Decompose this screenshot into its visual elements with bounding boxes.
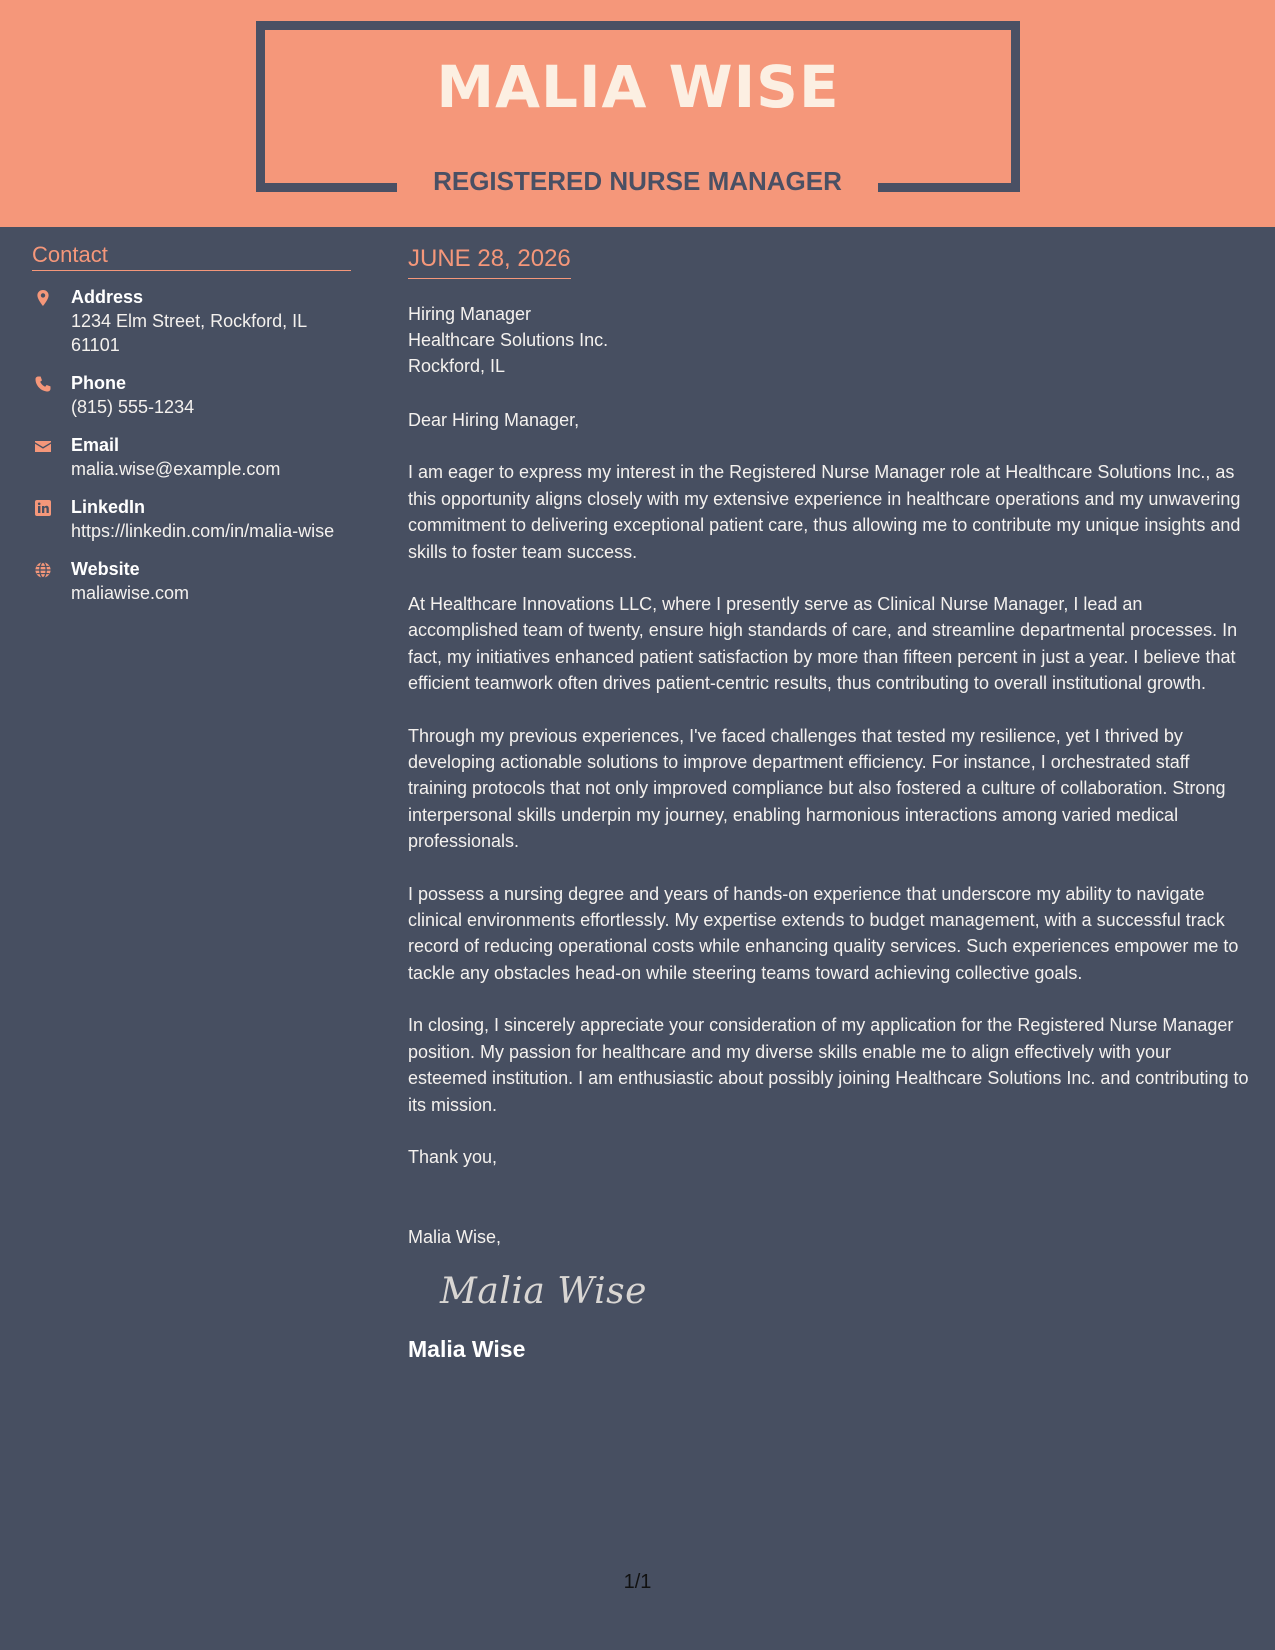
contact-label-email: Email	[71, 435, 120, 456]
header-frame-right	[1011, 21, 1020, 192]
recipient-location: Rockford, IL	[408, 356, 506, 377]
salutation: Dear Hiring Manager,	[408, 410, 580, 431]
recipient-block	[408, 301, 1253, 379]
linkedin-icon	[34, 499, 52, 517]
contact-value-email[interactable]: malia.wise@example.com	[71, 459, 281, 480]
contact-sidebar	[32, 243, 351, 619]
handwritten-signature: Malia Wise	[440, 1270, 647, 1312]
phone-icon	[34, 375, 52, 393]
map-pin-icon	[34, 289, 52, 307]
contact-linkedin	[32, 495, 351, 543]
contact-phone	[32, 371, 351, 419]
paragraph: At Healthcare Innovations LLC, where I presently serve as Clinical Nurse Manager, I lead an accomplished team of twenty, ensure high standards of care, and streamline departmental processes. In fact, my initiatives enhanced patient satisfaction by more than fifteen percent in just a year. I believe that efficient teamwork often drives patient-centric results, thus contributing to overall institutional growth.	[408, 594, 1238, 694]
header-frame-left	[256, 21, 265, 192]
contact-label-phone: Phone	[71, 373, 127, 394]
letter-body	[408, 246, 1253, 1361]
globe-icon	[34, 561, 52, 579]
header-frame-top	[256, 21, 1020, 30]
contact-list	[32, 285, 351, 605]
envelope-icon	[34, 437, 52, 455]
job-title: REGISTERED NURSE MANAGER	[433, 166, 842, 196]
contact-email	[32, 433, 351, 481]
contact-label-linkedin: LinkedIn	[71, 497, 146, 518]
signer-name: Malia Wise	[408, 1335, 526, 1362]
header-frame-bottom-left	[256, 183, 397, 192]
contact-heading: Contact	[32, 243, 351, 271]
contact-label-address: Address	[71, 287, 144, 308]
contact-value-linkedin[interactable]: https://linkedin.com/in/malia-wise	[71, 521, 335, 542]
recipient-company: Healthcare Solutions Inc.	[408, 330, 609, 351]
contact-website	[32, 557, 351, 605]
recipient-name: Hiring Manager	[408, 304, 532, 325]
header-frame-bottom-right	[878, 183, 1020, 192]
contact-label-website: Website	[71, 559, 140, 580]
applicant-name: MALIA WISE	[436, 53, 840, 121]
paragraph: In closing, I sincerely appreciate your consideration of my application for the Registered Nurse Manager position. My passion for healthcare and my diverse skills enable me to align effectively with your esteemed institution. I am enthusiastic about possibly joining Healthcare Solutions Inc. and contributing to its mission.	[408, 1015, 1249, 1115]
contact-value-phone: (815) 555-1234	[71, 397, 195, 418]
paragraph: I possess a nursing degree and years of hands-on experience that underscore my ability to navigate clinical environments effortlessly. My expertise extends to budget management, with a successful track record of reducing operational costs while enhancing quality services. Such experiences empower me to tackle any obstacles head-on while steering teams toward achieving collective goals.	[408, 883, 1239, 983]
paragraph: Through my previous experiences, I've faced challenges that tested my resilience, yet I thrived by developing actionable solutions to improve department efficiency. For instance, I orchestrated staff training protocols that not only improved compliance but also fostered a culture of collaboration. Strong interpersonal skills underpin my journey, enabling harmonious interactions among varied medical professionals.	[408, 725, 1226, 852]
header-banner	[0, 0, 1275, 227]
letter-date: JUNE 28, 2026	[408, 246, 571, 279]
contact-address	[32, 285, 351, 357]
page-number: 1/1	[623, 1571, 652, 1593]
paragraph: I am eager to express my interest in the Registered Nurse Manager role at Healthcare Solutions Inc., as this opportunity aligns closely with my extensive experience in healthcare operations and my unwavering commitment to delivering exceptional patient care, thus allowing me to contribute my unique insights and skills to foster team success.	[408, 462, 1241, 562]
contact-value-website[interactable]: maliawise.com	[71, 583, 190, 604]
contact-value-address: 1234 Elm Street, Rockford, IL 61101	[71, 311, 307, 356]
sign-off-name: Malia Wise,	[408, 1226, 502, 1247]
closing: Thank you,	[408, 1146, 498, 1167]
